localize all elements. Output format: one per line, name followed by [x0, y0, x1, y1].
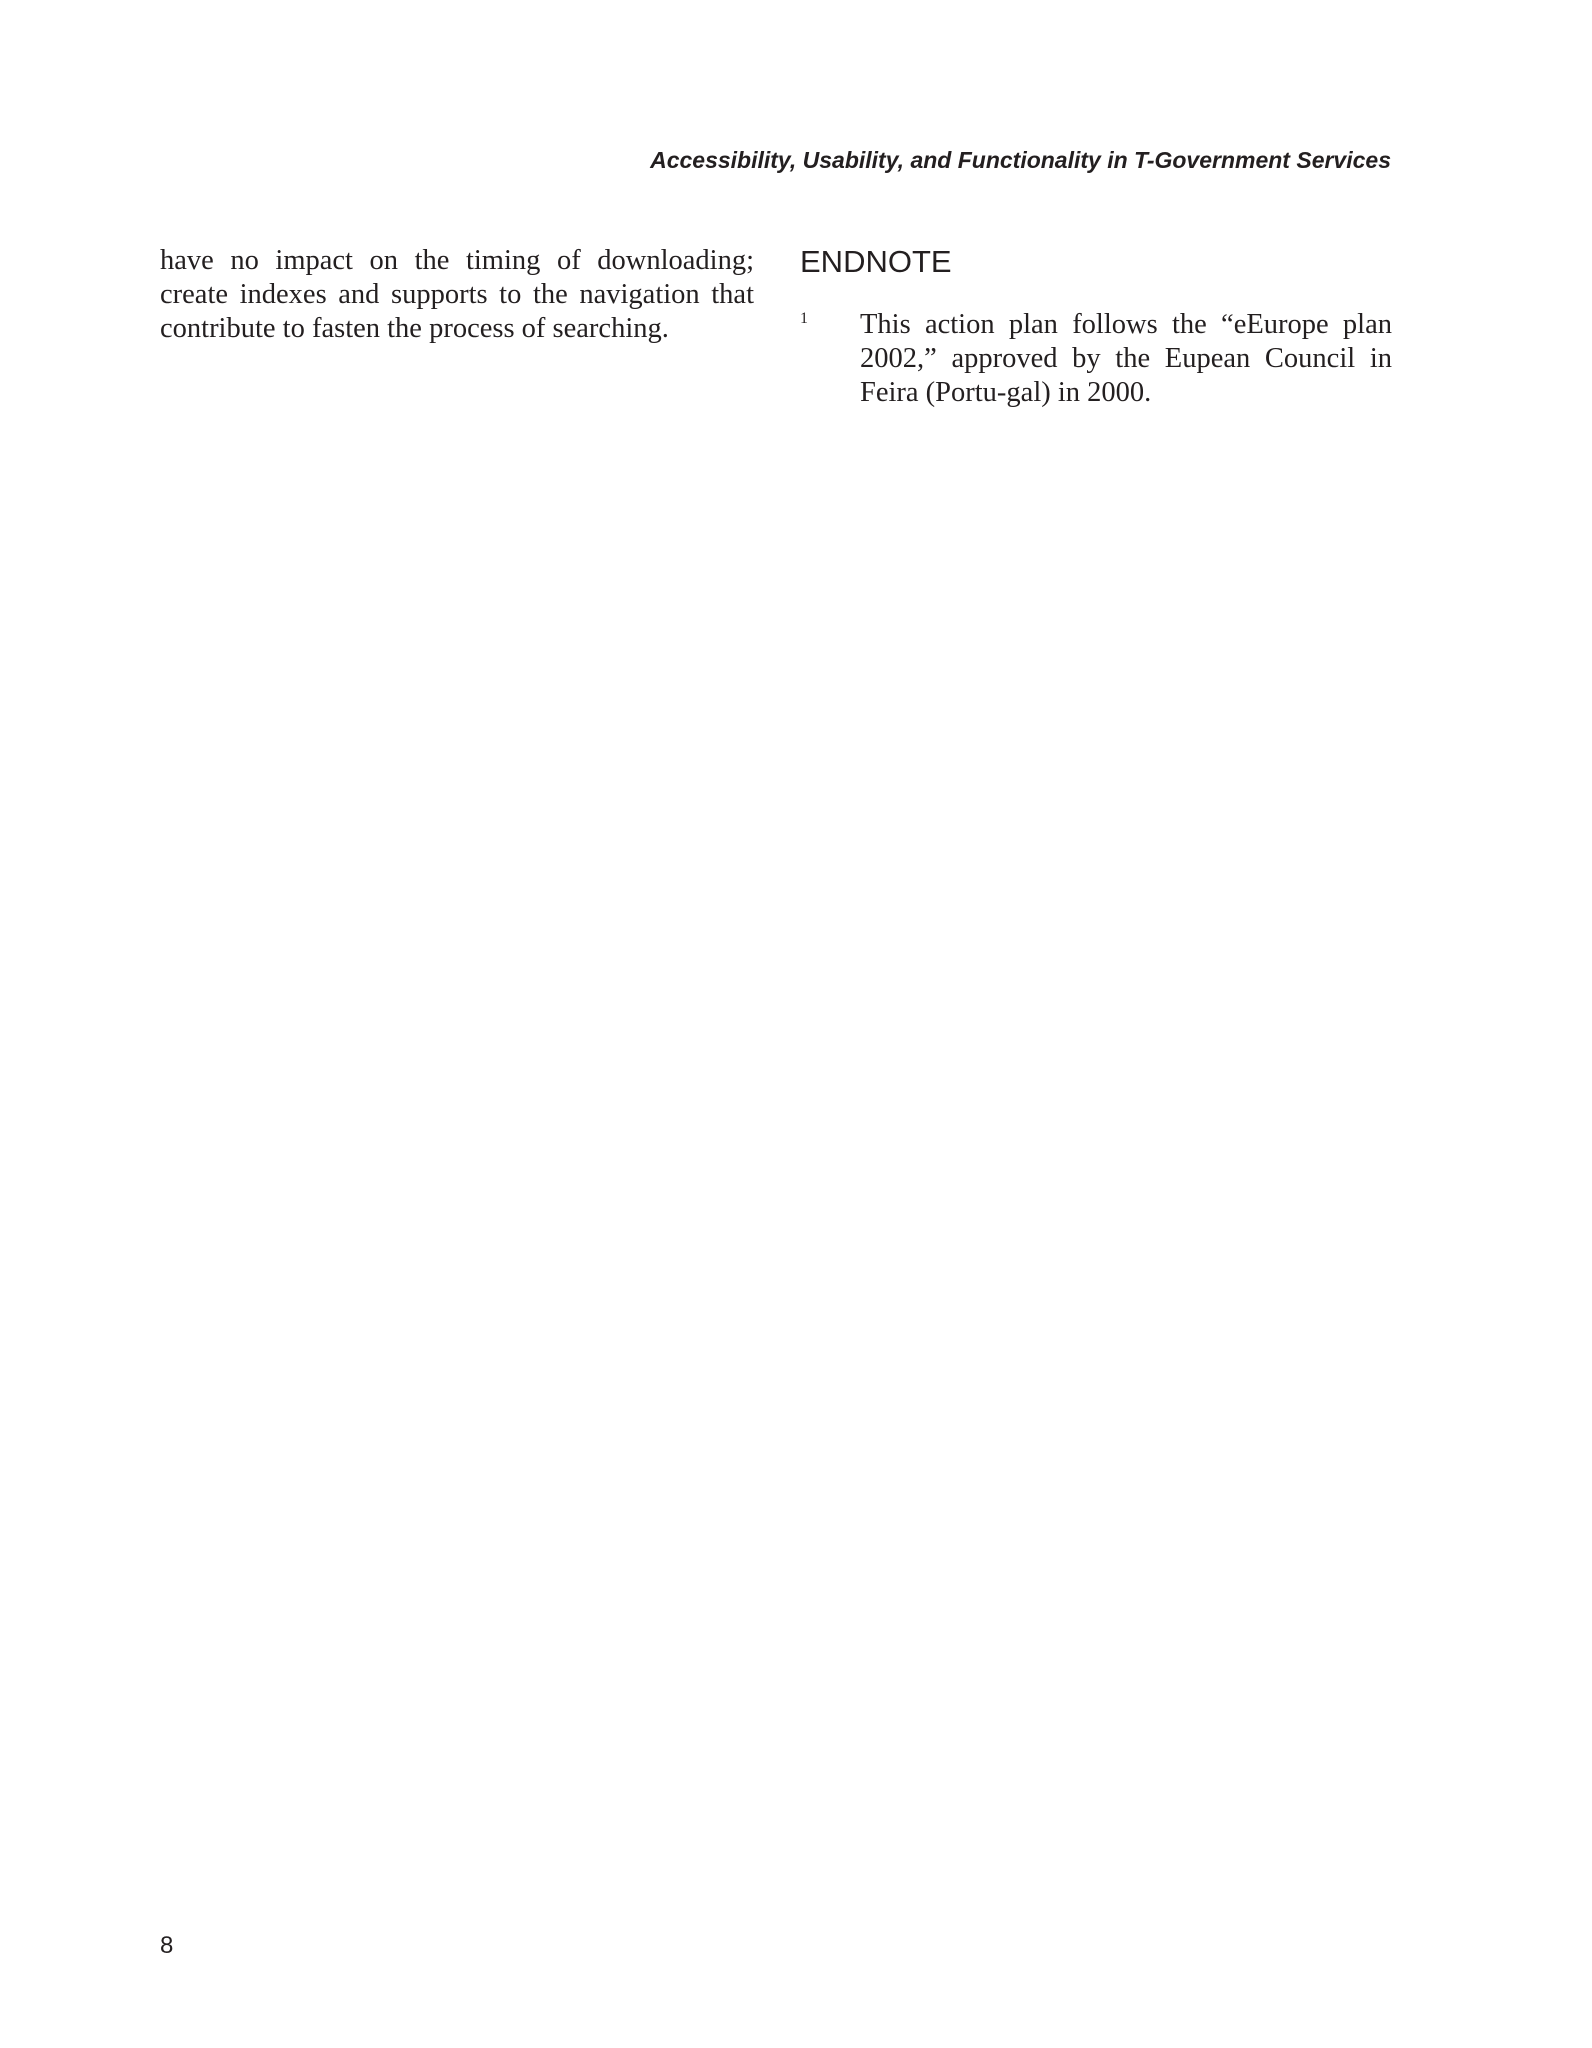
endnotes-heading: ENDNOTE [800, 244, 952, 279]
endnote-item [800, 308, 1392, 410]
body-text-left-column [160, 244, 754, 346]
body-paragraph: have no impact on the timing of downloading; create indexes and supports to the navigation that contribute to fasten the process of searching. [160, 245, 754, 344]
running-header: Accessibility, Usability, and Functionality in T-Government Services [650, 147, 1391, 173]
page-number: 8 [160, 1932, 174, 1959]
endnote-number: 1 [800, 310, 808, 327]
endnote-text: This action plan follows the “eEurope plan 2002,” approved by the Eupean Council in Feira (Portu-gal) in 2000. [860, 309, 1392, 408]
endnotes-section [800, 244, 1392, 410]
